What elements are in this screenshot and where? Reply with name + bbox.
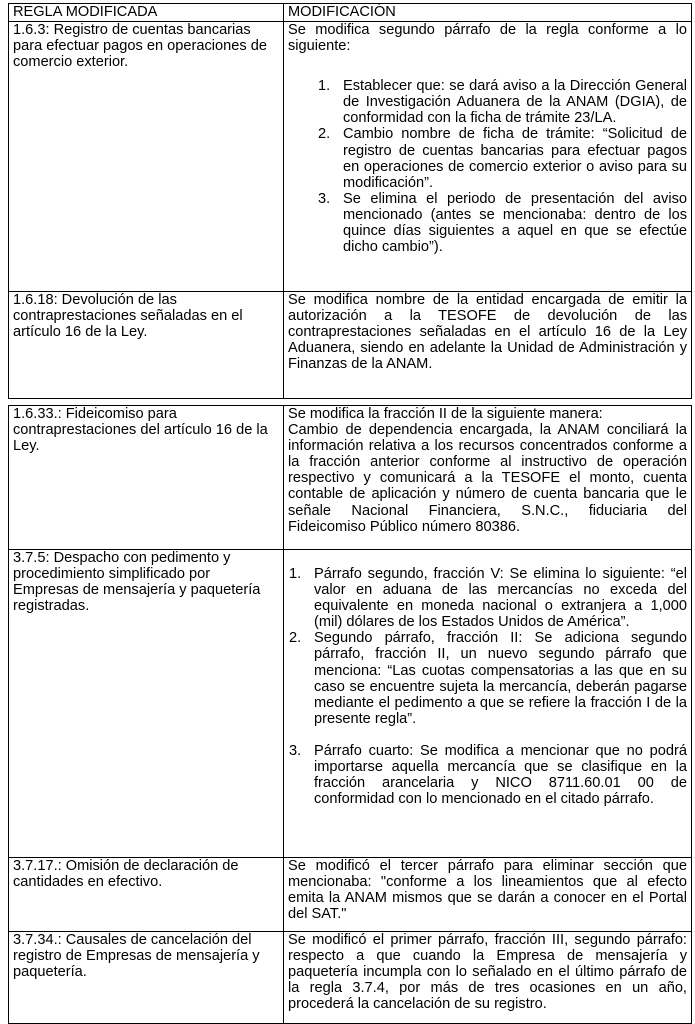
table-row bbox=[9, 932, 692, 1024]
list-item bbox=[284, 566, 687, 630]
list-item-text: Párrafo cuarto: Se modifica a mencionar que no podrá importarse aquella mercancía que se clasifique en la fracción arancelaria y NICO 8711.60.01 00 de conformidad con lo mencionado en el citado párrafo. bbox=[314, 742, 687, 808]
list-item bbox=[284, 630, 687, 727]
header-rule-column: REGLA MODIFICADA bbox=[9, 4, 284, 22]
rule-cell: 1.6.33.: Fideicomiso para contraprestaciones del artículo 16 de la Ley. bbox=[9, 406, 284, 550]
rule-cell: 3.7.17.: Omisión de declaración de cantidades en efectivo. bbox=[9, 858, 284, 932]
list-number: 3. bbox=[318, 190, 331, 207]
list-item bbox=[284, 743, 687, 807]
table-row bbox=[9, 858, 692, 932]
list-item-text: Párrafo segundo, fracción V: Se elimina lo siguiente: “el valor en aduana de las mercancías no exceda del equivalente en moneda nacional o extranjera a 1,000 (mil) dólares de los Estados Unidos de América”. bbox=[314, 566, 687, 631]
rule-cell: 1.6.3: Registro de cuentas bancarias para efectuar pagos en operaciones de comercio exterior. bbox=[9, 22, 284, 292]
modification-intro: Se modifica la fracción II de la siguiente manera: bbox=[288, 406, 603, 422]
modification-list bbox=[288, 78, 687, 255]
list-item bbox=[288, 78, 687, 126]
list-item-text: Cambio nombre de ficha de trámite: “Solicitud de registro de cuentas bancarias para efectuar pagos en operaciones de comercio exterior o aviso para su modificación”. bbox=[343, 126, 687, 191]
list-number: 1. bbox=[318, 78, 331, 95]
header-modification-column: MODIFICACIÓN bbox=[284, 4, 692, 22]
table-row bbox=[9, 292, 692, 399]
list-item-text: Segundo párrafo, fracción II: Se adiciona segundo párrafo, fracción II, un nuevo segundo párrafo que menciona: “Las cuotas compensatorias a las que en su caso se encuentre sujeta la mercancía, deberán pagarse mediante el pedimento a que se refiere la fracción I de la presente regla”. bbox=[314, 630, 687, 727]
modification-cell bbox=[284, 406, 692, 550]
modification-cell: Se modifica nombre de la entidad encargada de emitir la autorización a la TESOFE de devolución de las contraprestaciones señaladas en el artículo 16 de la Ley Aduanera, siendo en adelante la Unidad de Administración y Finanzas de la ANAM. bbox=[284, 292, 692, 399]
modification-list bbox=[284, 566, 687, 807]
list-item bbox=[288, 126, 687, 190]
rules-table-1 bbox=[8, 3, 692, 399]
rule-cell: 3.7.34.: Causales de cancelación del registro de Empresas de mensajería y paquetería. bbox=[9, 932, 284, 1024]
list-item bbox=[288, 191, 687, 255]
rule-cell: 1.6.18: Devolución de las contraprestaciones señaladas en el artículo 16 de la Ley. bbox=[9, 292, 284, 399]
list-item-text: Establecer que: se dará aviso a la Dirección General de Investigación Aduanera de la ANAM (DGIA), de conformidad con la ficha de trámite 23/LA. bbox=[343, 78, 687, 127]
table-row bbox=[9, 22, 692, 292]
rule-cell: 3.7.5: Despacho con pedimento y procedimiento simplificado por Empresas de mensajería y paquetería registradas. bbox=[9, 550, 284, 858]
list-number: 1. bbox=[289, 566, 302, 582]
modification-cell: Se modificó el primer párrafo, fracción III, segundo párrafo: respecto a que cuando la Empresa de mensajería y paquetería incumpla con lo señalado en el último párrafo de la regla 3.7.4, por más de tres ocasiones en un año, procederá la cancelación de su registro. bbox=[284, 932, 692, 1024]
list-number: 3. bbox=[289, 742, 302, 759]
modification-cell: Se modificó el tercer párrafo para eliminar sección que mencionaba: "conforme a los lineamientos que al efecto emita la ANAM mismos que se darán a conocer en el Portal del SAT." bbox=[284, 858, 692, 932]
modification-intro: Se modifica segundo párrafo de la regla conforme a lo siguiente: bbox=[288, 22, 687, 55]
table-header-row bbox=[9, 4, 692, 22]
list-number: 2. bbox=[289, 630, 302, 647]
list-number: 2. bbox=[318, 126, 331, 143]
rules-table-2 bbox=[8, 405, 692, 1024]
modification-text: Cambio de dependencia encargada, la ANAM conciliará la información relativa a los recursos concentrados conforme a la fracción anterior conforme al instructivo de operación respectivo y comunicará a la TESOFE el monto, cuenta contable de aplicación y número de cuenta bancaria que le señale Nacional Financiera, S.N.C., fiduciaria del Fideicomiso Público número 80386. bbox=[288, 422, 687, 535]
modification-cell bbox=[284, 550, 692, 858]
list-item-text: Se elimina el periodo de presentación del aviso mencionado (antes se mencionaba: dentro de los quince días siguientes a aquel en que se efectúe dicho cambio”). bbox=[343, 190, 687, 256]
modification-cell bbox=[284, 22, 692, 292]
table-row bbox=[9, 550, 692, 858]
table-row bbox=[9, 406, 692, 550]
